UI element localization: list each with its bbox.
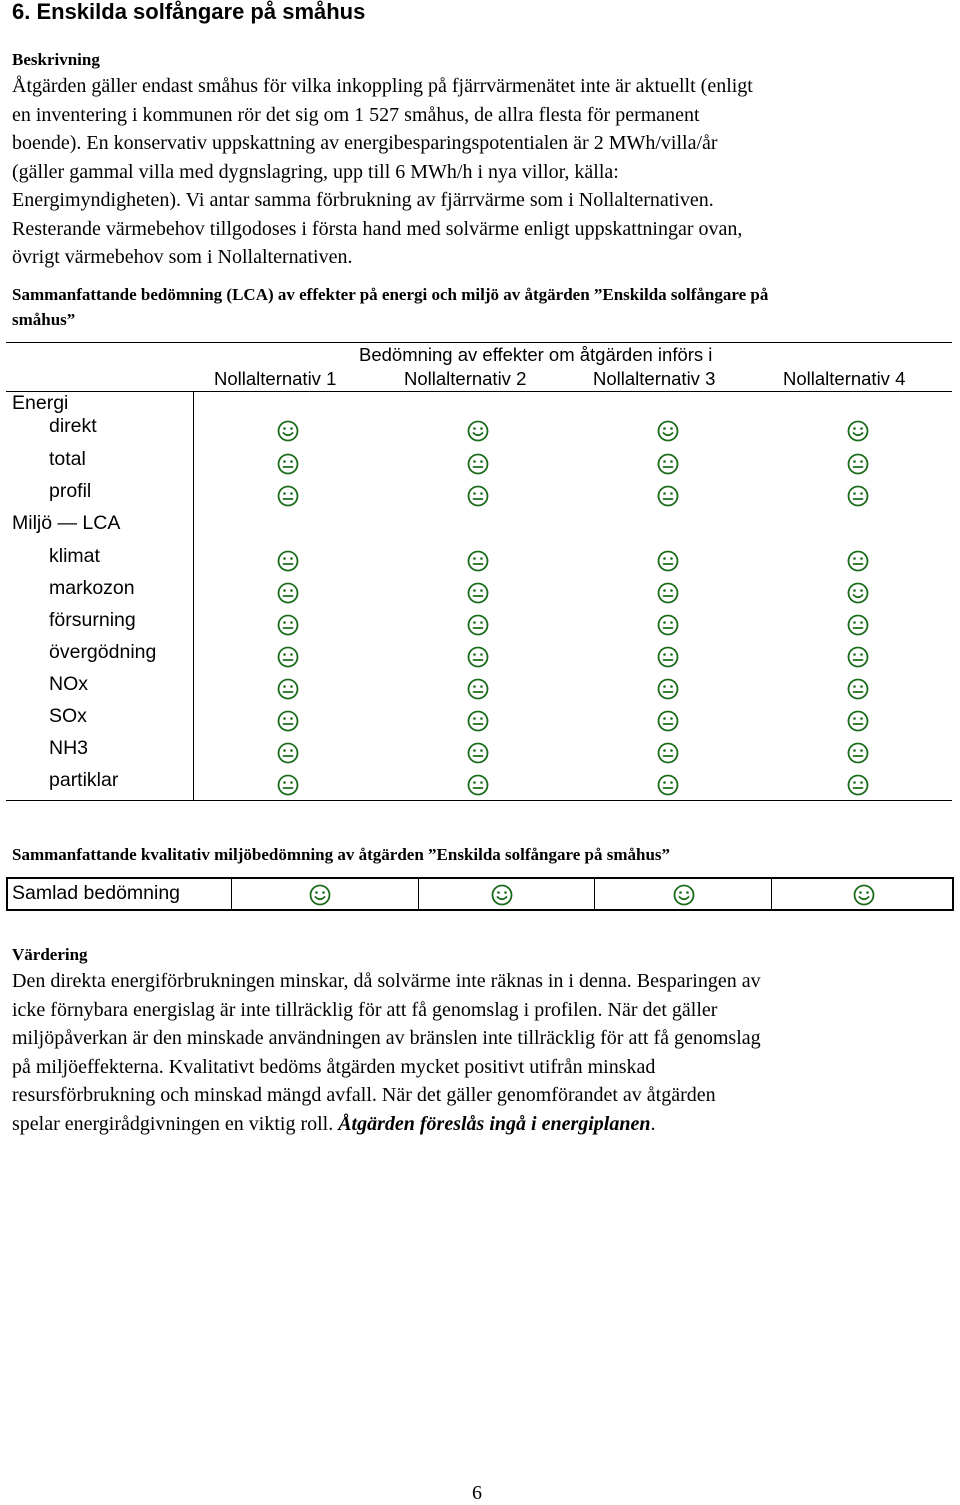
smiley-face-icon (309, 884, 331, 906)
row-label-partiklar: partiklar (49, 769, 119, 791)
smiley-face-icon (673, 884, 695, 906)
cell-divider (418, 879, 419, 909)
column-header-3: Nollalternativ 3 (593, 368, 716, 389)
page-number: 6 (472, 1482, 482, 1504)
text-line: Den direkta energiförbrukningen minskar, då solvärme inte räknas in i denna. Besparingen av (12, 970, 761, 992)
samlad-bedomning-row (6, 877, 954, 911)
group-label-miljo: Miljö — LCA (12, 512, 121, 534)
row-label-sox: SOx (49, 705, 87, 727)
cell-divider (594, 879, 595, 909)
recommendation-emphasis: Åtgärden föreslås ingå i energiplanen (338, 1112, 651, 1135)
neutral-face-icon (847, 774, 869, 796)
text-line: boende). En konservativ uppskattning av energibesparingspotentialen är 2 MWh/villa/år (12, 132, 718, 154)
neutral-face-icon (467, 646, 489, 668)
row-label-nox: NOx (49, 673, 88, 695)
table-divider (193, 391, 194, 800)
table-header-rule (6, 391, 952, 392)
lca-caption-line-2: småhus” (12, 310, 76, 329)
beskrivning-label: Beskrivning (12, 50, 100, 69)
table-super-header: Bedömning av effekter om åtgärden införs i (359, 344, 713, 365)
neutral-face-icon (847, 710, 869, 732)
neutral-face-icon (847, 550, 869, 572)
row-label-försurning: försurning (49, 609, 136, 631)
text-line: icke förnybara energislag är inte tillräcklig för att få genomslag i profilen. När det gäller (12, 998, 718, 1021)
smiley-face-icon (847, 582, 869, 604)
neutral-face-icon (467, 485, 489, 507)
group-label-energi: Energi (12, 392, 69, 414)
neutral-face-icon (657, 774, 679, 796)
row-label-direkt: direkt (49, 415, 97, 437)
lca-caption-line-1: Sammanfattande bedömning (LCA) av effekter på energi och miljö av åtgärden ”Enskilda solfångare på (12, 285, 769, 304)
text-line: en inventering i kommunen rör det sig om 1 527 småhus, de allra flesta för permanent (12, 103, 700, 126)
smiley-face-icon (657, 420, 679, 442)
neutral-face-icon (277, 646, 299, 668)
cell-divider (231, 879, 232, 909)
smiley-face-icon (491, 884, 513, 906)
neutral-face-icon (847, 614, 869, 636)
neutral-face-icon (277, 453, 299, 475)
cell-divider (771, 879, 772, 909)
neutral-face-icon (657, 550, 679, 572)
smiley-face-icon (277, 420, 299, 442)
text-line: Energimyndigheten). Vi antar samma förbrukning av fjärrvärme som i Nollalternativen. (12, 189, 714, 211)
neutral-face-icon (657, 582, 679, 604)
row-label-total: total (49, 448, 86, 470)
neutral-face-icon (277, 614, 299, 636)
text-segment: . (650, 1112, 656, 1135)
text-segment: spelar energirådgivningen en viktig roll. (12, 1112, 339, 1135)
neutral-face-icon (277, 742, 299, 764)
neutral-face-icon (847, 485, 869, 507)
column-header-1: Nollalternativ 1 (214, 368, 337, 389)
table-top-rule (6, 342, 952, 343)
column-header-2: Nollalternativ 2 (404, 368, 527, 389)
neutral-face-icon (277, 485, 299, 507)
neutral-face-icon (277, 678, 299, 700)
samlad-label: Samlad bedömning (12, 882, 181, 904)
text-line: resursförbrukning och minskad mängd avfall. När det gäller genomförandet av åtgärden (12, 1084, 716, 1106)
neutral-face-icon (657, 485, 679, 507)
beskrivning-text (12, 72, 947, 272)
neutral-face-icon (277, 550, 299, 572)
neutral-face-icon (277, 710, 299, 732)
neutral-face-icon (467, 742, 489, 764)
text-line: (gäller gammal villa med dygnslagring, upp till 6 MWh/h i nya villor, källa: (12, 160, 619, 183)
smiley-face-icon (853, 884, 875, 906)
smiley-face-icon (467, 420, 489, 442)
neutral-face-icon (467, 774, 489, 796)
column-header-4: Nollalternativ 4 (783, 368, 906, 389)
row-label-nh3: NH3 (49, 737, 89, 759)
neutral-face-icon (467, 678, 489, 700)
neutral-face-icon (847, 678, 869, 700)
neutral-face-icon (467, 710, 489, 732)
row-label-klimat: klimat (49, 545, 100, 567)
neutral-face-icon (657, 710, 679, 732)
text-line: övrigt värmebehov som i Nollalternativen. (12, 246, 353, 268)
vardering-label: Värdering (12, 945, 88, 964)
neutral-face-icon (657, 614, 679, 636)
neutral-face-icon (467, 582, 489, 604)
neutral-face-icon (657, 453, 679, 475)
neutral-face-icon (467, 550, 489, 572)
row-label-markozon: markozon (49, 577, 135, 599)
neutral-face-icon (657, 742, 679, 764)
text-line (12, 1110, 947, 1139)
text-line: Resterande värmebehov tillgodoses i första hand med solvärme enligt uppskattningar ovan, (12, 217, 743, 240)
text-line: miljöpåverkan är den minskade användningen av bränslen inte tillräcklig för att få genomslag (12, 1027, 761, 1049)
text-line: på miljöeffekterna. Kvalitativt bedöms åtgärden mycket positivt utifrån minskad (12, 1055, 656, 1078)
neutral-face-icon (657, 646, 679, 668)
row-label-profil: profil (49, 480, 92, 502)
neutral-face-icon (657, 678, 679, 700)
smiley-face-icon (847, 420, 869, 442)
neutral-face-icon (467, 614, 489, 636)
table-bottom-rule (6, 800, 952, 801)
neutral-face-icon (277, 774, 299, 796)
neutral-face-icon (277, 582, 299, 604)
neutral-face-icon (847, 742, 869, 764)
neutral-face-icon (847, 453, 869, 475)
vardering-text (12, 967, 947, 1138)
neutral-face-icon (847, 646, 869, 668)
kvalitativ-caption: Sammanfattande kvalitativ miljöbedömning av åtgärden ”Enskilda solfångare på småhus” (12, 845, 671, 864)
section-heading: 6. Enskilda solfångare på småhus (12, 0, 366, 24)
neutral-face-icon (467, 453, 489, 475)
text-line: Åtgärden gäller endast småhus för vilka inkoppling på fjärrvärmenätet inte är aktuellt (enligt (12, 75, 753, 97)
row-label-övergödning: övergödning (49, 641, 157, 663)
